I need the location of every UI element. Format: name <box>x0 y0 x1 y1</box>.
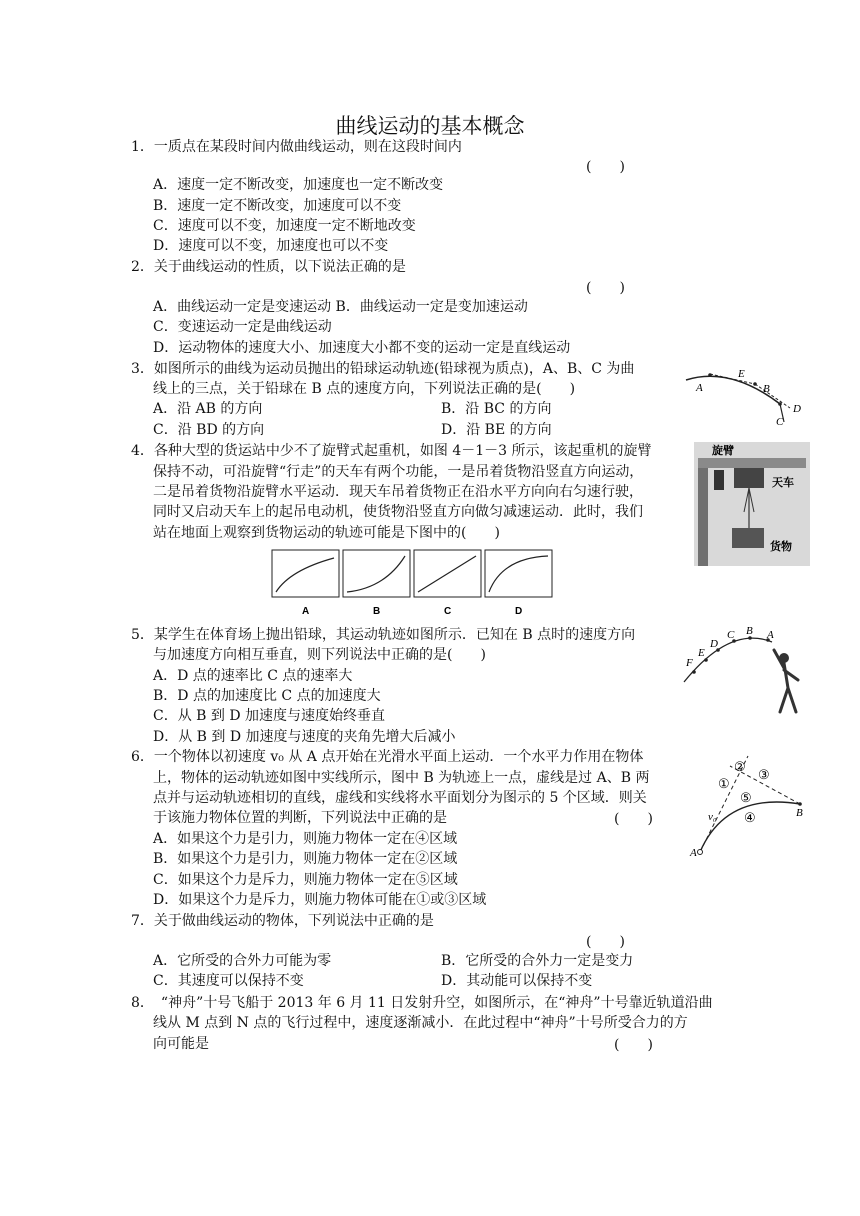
q1-option-c: C．速度可以不变，加速度一定不断地改变 <box>153 218 416 234</box>
q6-option-a: A．如果这个力是引力，则施力物体一定在④区域 <box>153 831 458 847</box>
q1-option-d: D．速度可以不变，加速度也可以不变 <box>153 238 389 254</box>
q5-option-d: D．从 B 到 D 加速度与速度的夹角先增大后减小 <box>153 729 456 745</box>
q6-stem-line3: 点并与运动轨迹相切的直线，虚线和实线将水平面划分为图示的 5 个区域．则关 <box>153 790 647 806</box>
q3-label-d: D <box>793 403 801 415</box>
q6-label-b: B <box>796 807 803 819</box>
q6-region-4: ④ <box>744 811 756 826</box>
q4-stem-line1: 4．各种大型的货运站中少不了旋臂式起重机，如图 4－1－3 所示，该起重机的旋臂 <box>131 443 652 459</box>
q4-stem-line3: 二是吊着货物沿旋臂水平运动．现天车吊着货物正在沿水平方向向右匀速行驶， <box>153 484 643 500</box>
q4-option-label-a: A <box>302 606 310 617</box>
q6-stem-line1: 6．一个物体以初速度 v₀ 从 A 点开始在光滑水平面上运动．一个水平力作用在物体 <box>131 749 644 765</box>
q5-label-f: F <box>686 657 693 669</box>
q5-label-d: D <box>710 638 718 650</box>
q4-option-label-b: B <box>373 606 381 617</box>
q5-option-b: B．D 点的加速度比 C 点的加速度大 <box>153 688 381 704</box>
q8-answer-bracket: ( ) <box>614 1037 653 1053</box>
q6-option-c: C．如果这个力是斥力，则施力物体一定在⑤区域 <box>153 872 458 888</box>
q6-region-3: ③ <box>758 768 770 783</box>
q3-trajectory-figure <box>680 364 810 430</box>
q2-option-ab: A．曲线运动一定是变速运动 B．曲线运动一定是变加速运动 <box>153 299 528 315</box>
q5-label-a: A <box>767 629 774 641</box>
q3-label-b: B <box>763 383 770 395</box>
q5-stem-line2: 与加速度方向相互垂直，则下列说法中正确的是( ) <box>153 647 486 663</box>
q6-answer-bracket: ( ) <box>614 811 653 827</box>
q8-stem-line1: 8． “神舟”十号飞船于 2013 年 6 月 11 日发射升空，如图所示，在“神舟”十号靠近轨道沿曲 <box>131 995 713 1011</box>
q6-option-d: D．如果这个力是斥力，则施力物体可能在①或③区域 <box>153 892 487 908</box>
q4-crane-photo <box>694 442 810 566</box>
q5-label-b: B <box>746 625 753 637</box>
q6-stem-line4: 于该施力物体位置的判断，下列说法中正确的是 <box>153 810 447 826</box>
q6-region-2: ② <box>734 760 746 775</box>
q1-option-b: B．速度一定不断改变，加速度可以不变 <box>153 198 402 214</box>
q7-option-a: A．它所受的合外力可能为零 <box>153 953 332 969</box>
q5-shot-put-figure <box>680 620 810 720</box>
q1-answer-bracket: ( ) <box>586 159 625 175</box>
page-title: 曲线运动的基本概念 <box>335 114 525 138</box>
q5-option-a: A．D 点的速率比 C 点的速率大 <box>153 668 353 684</box>
q2-answer-bracket: ( ) <box>586 280 625 296</box>
q3-stem-line2: 线上的三点，关于铅球在 B 点的速度方向，下列说法正确的是( ) <box>153 381 576 397</box>
q6-stem-line2: 上，物体的运动轨迹如图中实线所示，图中 B 为轨迹上一点，虚线是过 A、B 两 <box>153 770 650 786</box>
q6-label-a: A <box>690 847 697 859</box>
q1-option-a: A．速度一定不断改变，加速度也一定不断改变 <box>153 177 444 193</box>
q3-label-c: C <box>776 416 784 428</box>
q4-label-trolley: 天车 <box>772 477 794 489</box>
q7-stem: 7．关于做曲线运动的物体，下列说法中正确的是 <box>131 913 434 929</box>
q3-option-a: A．沿 AB 的方向 <box>153 401 263 417</box>
q8-stem-line3: 向可能是 <box>153 1036 209 1052</box>
q4-label-cargo: 货物 <box>770 541 792 553</box>
q8-stem-line2: 线从 M 点到 N 点的飞行过程中，速度逐渐减小．在此过程中“神舟”十号所受合力的方 <box>153 1015 688 1031</box>
q5-label-e: E <box>698 647 705 659</box>
q2-option-c: C．变速运动一定是曲线运动 <box>153 319 332 335</box>
q6-label-v0: v₀ <box>708 811 717 823</box>
q3-option-b: B．沿 BC 的方向 <box>441 401 552 417</box>
q4-label-arm: 旋臂 <box>712 445 734 457</box>
q4-stem-line5: 站在地面上观察到货物运动的轨迹可能是下图中的( ) <box>153 525 500 541</box>
q4-stem-line4: 同时又启动天车上的起吊电动机，使货物沿竖直方向做匀减速运动．此时，我们 <box>153 504 643 520</box>
q6-region-figure <box>686 752 810 862</box>
q7-option-d: D．其动能可以保持不变 <box>441 973 593 989</box>
q6-region-5: ⑤ <box>740 791 752 806</box>
q2-stem: 2．关于曲线运动的性质，以下说法正确的是 <box>131 259 406 275</box>
q2-option-d: D．运动物体的速度大小、加速度大小都不变的运动一定是直线运动 <box>153 340 571 356</box>
q3-option-c: C．沿 BD 的方向 <box>153 422 265 438</box>
q4-stem-line2: 保持不动，可沿旋臂“行走”的天车有两个功能，一是吊着货物沿竖直方向运动， <box>153 464 644 480</box>
q5-stem-line1: 5．某学生在体育场上抛出铅球，其运动轨迹如图所示．已知在 B 点时的速度方向 <box>131 627 636 643</box>
q1-stem: 1．一质点在某段时间内做曲线运动，则在这段时间内 <box>131 139 462 155</box>
q4-trajectory-options <box>270 548 560 620</box>
q3-option-d: D．沿 BE 的方向 <box>441 422 552 438</box>
q3-label-e: E <box>738 368 745 380</box>
q7-option-c: C．其速度可以保持不变 <box>153 973 304 989</box>
q4-option-label-c: C <box>444 606 452 617</box>
q4-option-label-d: D <box>515 606 523 617</box>
q6-region-1: ① <box>718 777 730 792</box>
q7-option-b: B．它所受的合外力一定是变力 <box>441 953 634 969</box>
q7-answer-bracket: ( ) <box>586 934 625 950</box>
q5-label-c: C <box>727 629 735 641</box>
q3-label-a: A <box>696 382 703 394</box>
q6-option-b: B．如果这个力是引力，则施力物体一定在②区域 <box>153 851 458 867</box>
q5-option-c: C．从 B 到 D 加速度与速度始终垂直 <box>153 708 386 724</box>
q3-stem-line1: 3．如图所示的曲线为运动员抛出的铅球运动轨迹(铅球视为质点)，A、B、C 为曲 <box>131 361 635 377</box>
